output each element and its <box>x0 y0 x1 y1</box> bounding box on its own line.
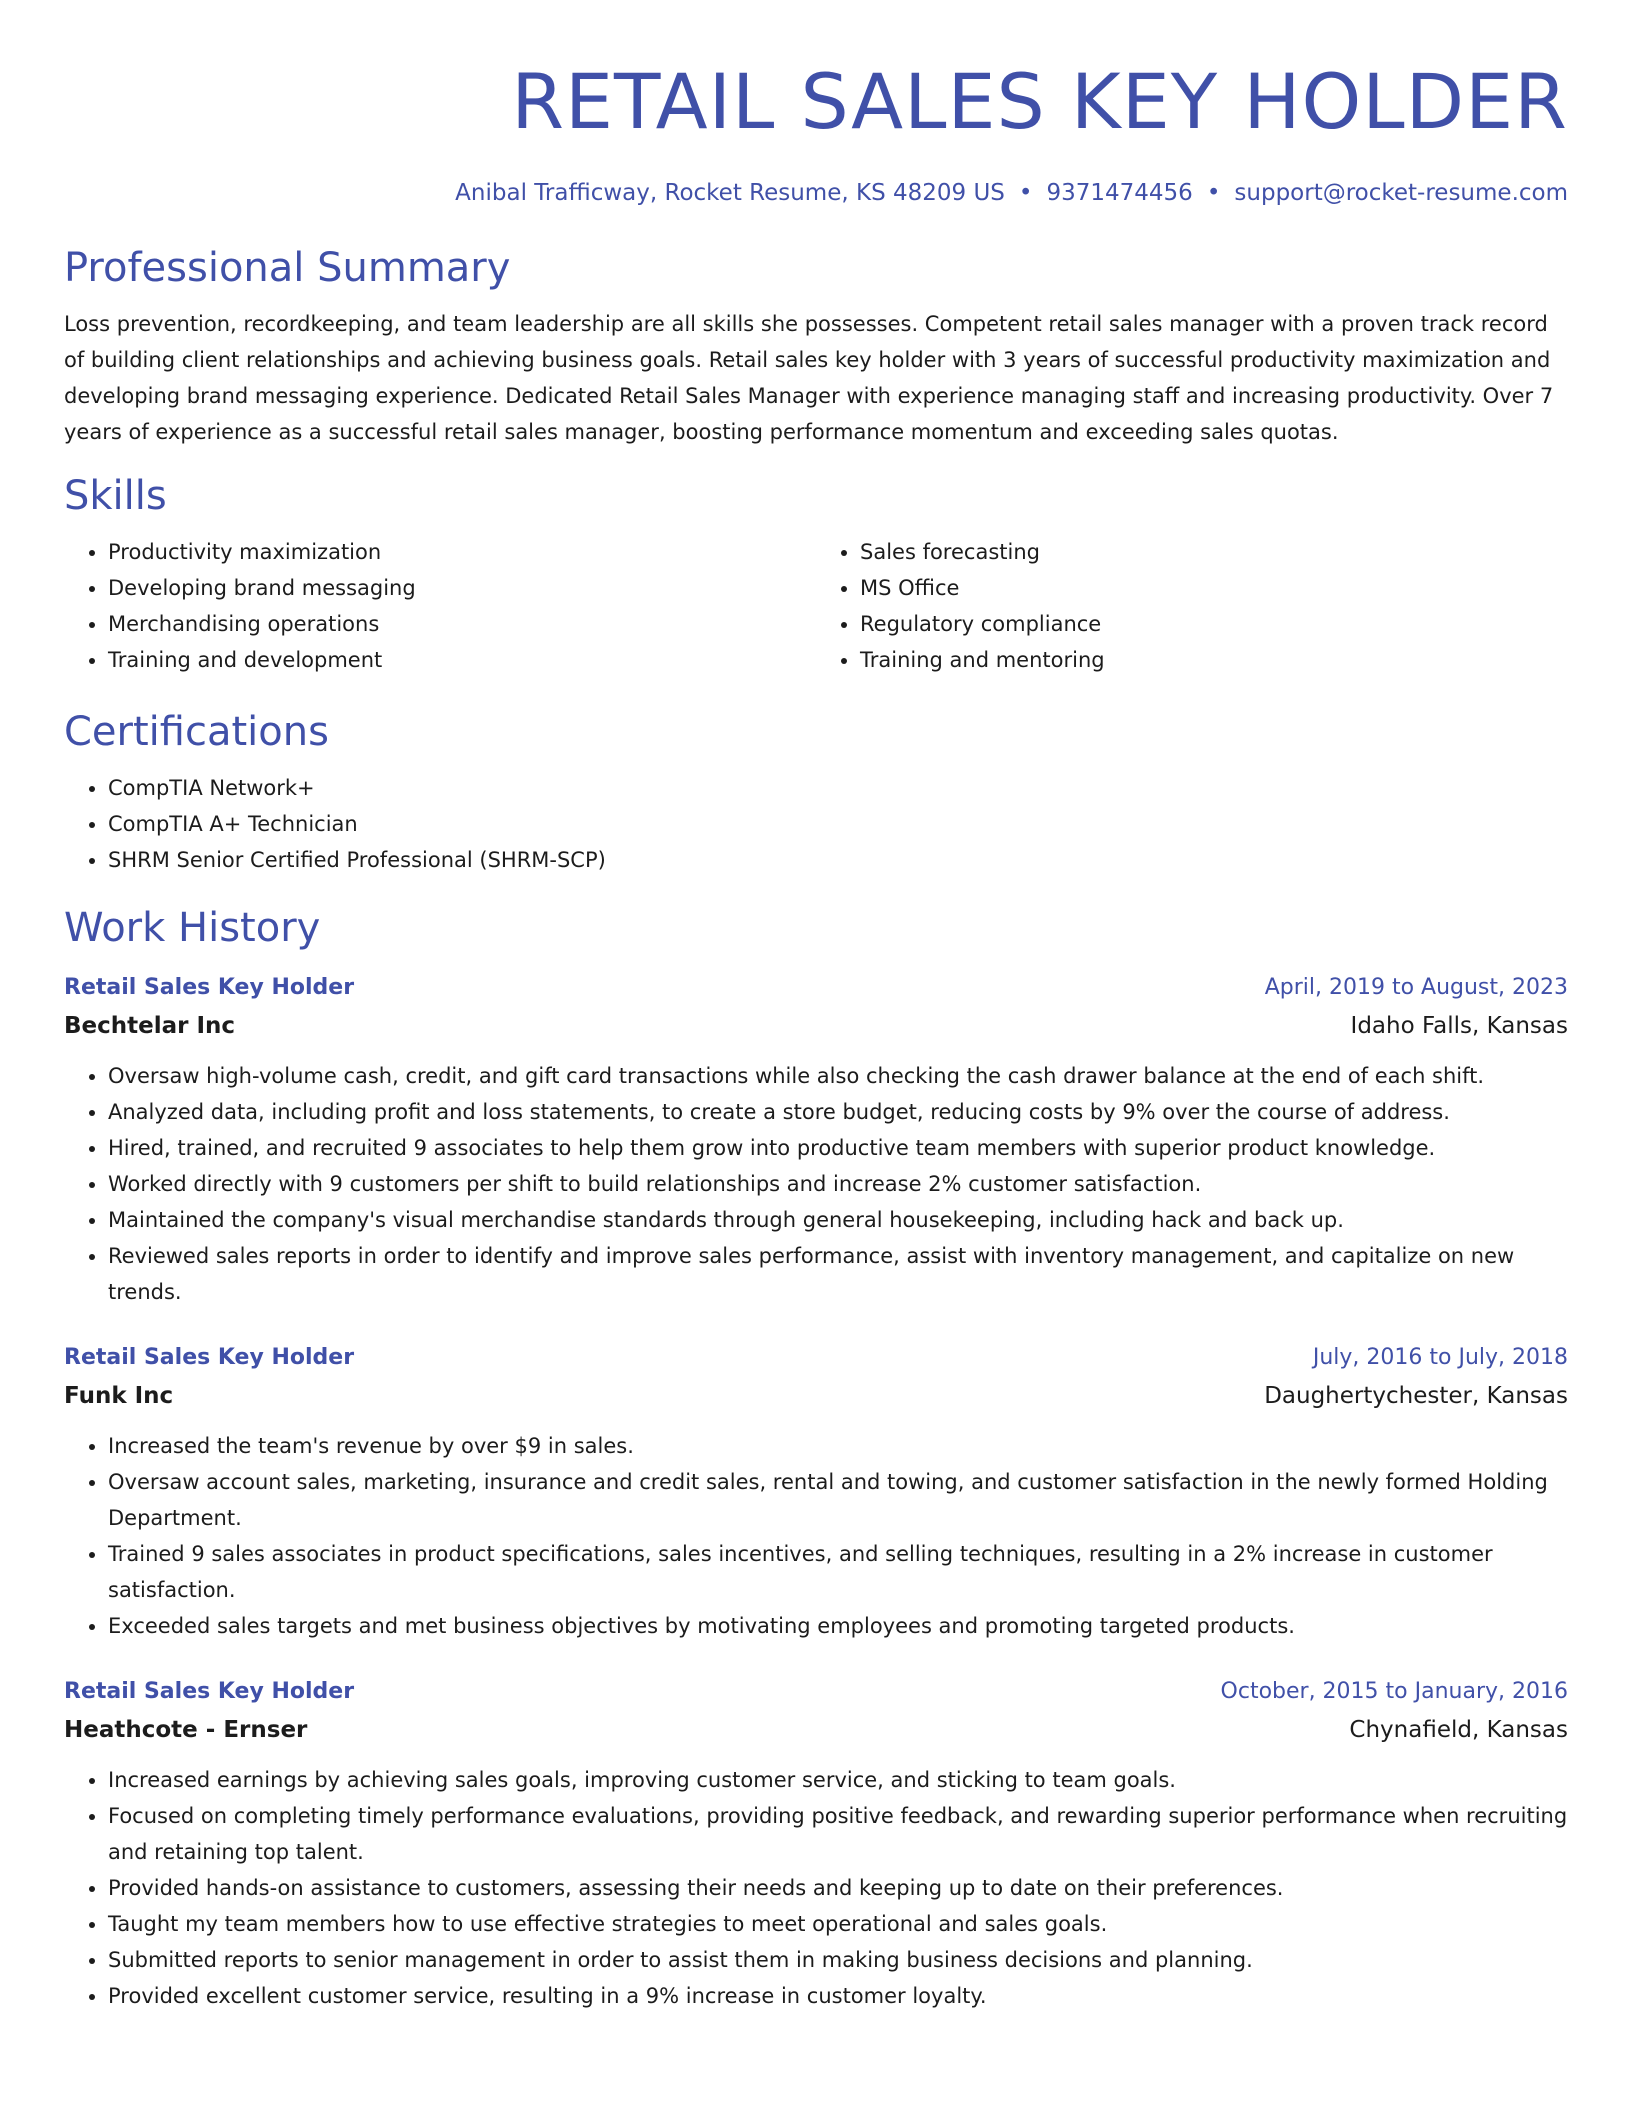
job-company-row <box>64 1710 1568 1750</box>
job-dates: October, 2015 to January, 2016 <box>1220 1679 1568 1704</box>
job-company-row <box>64 1376 1568 1416</box>
skill-item: • Regulatory compliance <box>860 606 1568 642</box>
job-dates: July, 2016 to July, 2018 <box>1312 1345 1568 1370</box>
job-entry <box>64 1674 1568 2014</box>
job-bullet: • Reviewed sales reports in order to identify and improve sales performance, assist with inventory management, and capitalize on new trends. <box>108 1238 1568 1310</box>
summary-text: Loss prevention, recordkeeping, and team leadership are all skills she possesses. Competent retail sales manager with a proven track record of building client relationships and achieving business goals. Retail sales key holder with 3 years of successful productivity maximization and developing brand messaging experience. Dedicated Retail Sales Manager with experience managing staff and increasing productivity. Over 7 years of experience as a successful retail sales manager, boosting performance momentum and exceeding sales quotas. <box>64 312 1554 444</box>
skill-item: • Training and development <box>108 642 816 678</box>
resume-name: RETAIL SALES KEY HOLDER <box>511 57 1568 146</box>
job-location: Idaho Falls, Kansas <box>1350 1013 1568 1039</box>
certification-item: • CompTIA Network+ <box>108 770 1568 806</box>
job-bullet: • Increased the team's revenue by over $9 in sales. <box>108 1428 1568 1464</box>
certification-item: • CompTIA A+ Technician <box>108 806 1568 842</box>
job-company-row <box>64 1006 1568 1046</box>
job-bullet: • Worked directly with 9 customers per shift to build relationships and increase 2% customer satisfaction. <box>108 1166 1568 1202</box>
certifications-list <box>64 770 1568 878</box>
job-bullet: • Submitted reports to senior management in order to assist them in making business decisions and planning. <box>108 1942 1568 1978</box>
skill-item: • Sales forecasting <box>860 534 1568 570</box>
contact-phone: 9371474456 <box>1046 180 1193 206</box>
contact-separator: • <box>1206 180 1221 206</box>
job-header-row <box>64 970 1568 1006</box>
job-dates: April, 2019 to August, 2023 <box>1264 975 1568 1000</box>
job-bullets <box>64 1762 1568 2014</box>
job-location: Daughertychester, Kansas <box>1264 1383 1568 1409</box>
job-bullets <box>64 1058 1568 1310</box>
job-bullet: • Oversaw account sales, marketing, insurance and credit sales, rental and towing, and customer satisfaction in the newly formed Holding Department. <box>108 1464 1568 1536</box>
job-entry <box>64 1340 1568 1644</box>
job-bullets <box>64 1428 1568 1644</box>
job-bullet: • Exceeded sales targets and met business objectives by motivating employees and promoting targeted products. <box>108 1608 1568 1644</box>
skills-list-right <box>816 534 1568 678</box>
contact-address: Anibal Trafficway, Rocket Resume, KS 48209 US <box>455 180 1005 206</box>
contact-email[interactable]: support@rocket-resume.com <box>1234 180 1568 206</box>
job-bullet: • Taught my team members how to use effective strategies to meet operational and sales goals. <box>108 1906 1568 1942</box>
job-company: Heathcote - Ernser <box>64 1717 308 1743</box>
skills-list-left <box>64 534 816 678</box>
certification-item: • SHRM Senior Certified Professional (SHRM-SCP) <box>108 842 1568 878</box>
job-company: Funk Inc <box>64 1383 174 1409</box>
skill-item: • Training and mentoring <box>860 642 1568 678</box>
job-title: Retail Sales Key Holder <box>64 1679 355 1704</box>
summary-heading: Professional Summary <box>64 245 511 291</box>
job-header-row <box>64 1340 1568 1376</box>
job-location: Chynafield, Kansas <box>1349 1717 1568 1743</box>
job-bullet: • Trained 9 sales associates in product specifications, sales incentives, and selling techniques, resulting in a 2% increase in customer satisfaction. <box>108 1536 1568 1608</box>
job-bullet: • Maintained the company's visual merchandise standards through general housekeeping, including hack and back up. <box>108 1202 1568 1238</box>
job-title: Retail Sales Key Holder <box>64 975 355 1000</box>
work-history-heading: Work History <box>64 905 321 951</box>
job-bullet: • Oversaw high-volume cash, credit, and gift card transactions while also checking the cash drawer balance at the end of each shift. <box>108 1058 1568 1094</box>
job-bullet: • Focused on completing timely performance evaluations, providing positive feedback, and rewarding superior performance when recruiting and retaining top talent. <box>108 1798 1568 1870</box>
job-company: Bechtelar Inc <box>64 1013 236 1039</box>
job-bullet: • Provided hands-on assistance to customers, assessing their needs and keeping up to date on their preferences. <box>108 1870 1568 1906</box>
job-title: Retail Sales Key Holder <box>64 1345 355 1370</box>
job-entry <box>64 970 1568 1310</box>
job-bullet: • Provided excellent customer service, resulting in a 9% increase in customer loyalty. <box>108 1978 1568 2014</box>
skill-item: • MS Office <box>860 570 1568 606</box>
skill-item: • Productivity maximization <box>108 534 816 570</box>
skill-item: • Developing brand messaging <box>108 570 816 606</box>
job-header-row <box>64 1674 1568 1710</box>
contact-separator: • <box>1018 180 1033 206</box>
skills-heading: Skills <box>64 473 167 519</box>
job-bullet: • Increased earnings by achieving sales goals, improving customer service, and sticking to team goals. <box>108 1762 1568 1798</box>
contact-line <box>64 176 1568 210</box>
job-bullet: • Analyzed data, including profit and loss statements, to create a store budget, reducing costs by 9% over the course of address. <box>108 1094 1568 1130</box>
certifications-heading: Certifications <box>64 709 329 755</box>
skill-item: • Merchandising operations <box>108 606 816 642</box>
skills-columns <box>64 534 1568 678</box>
job-bullet: • Hired, trained, and recruited 9 associates to help them grow into productive team members with superior product knowledge. <box>108 1130 1568 1166</box>
